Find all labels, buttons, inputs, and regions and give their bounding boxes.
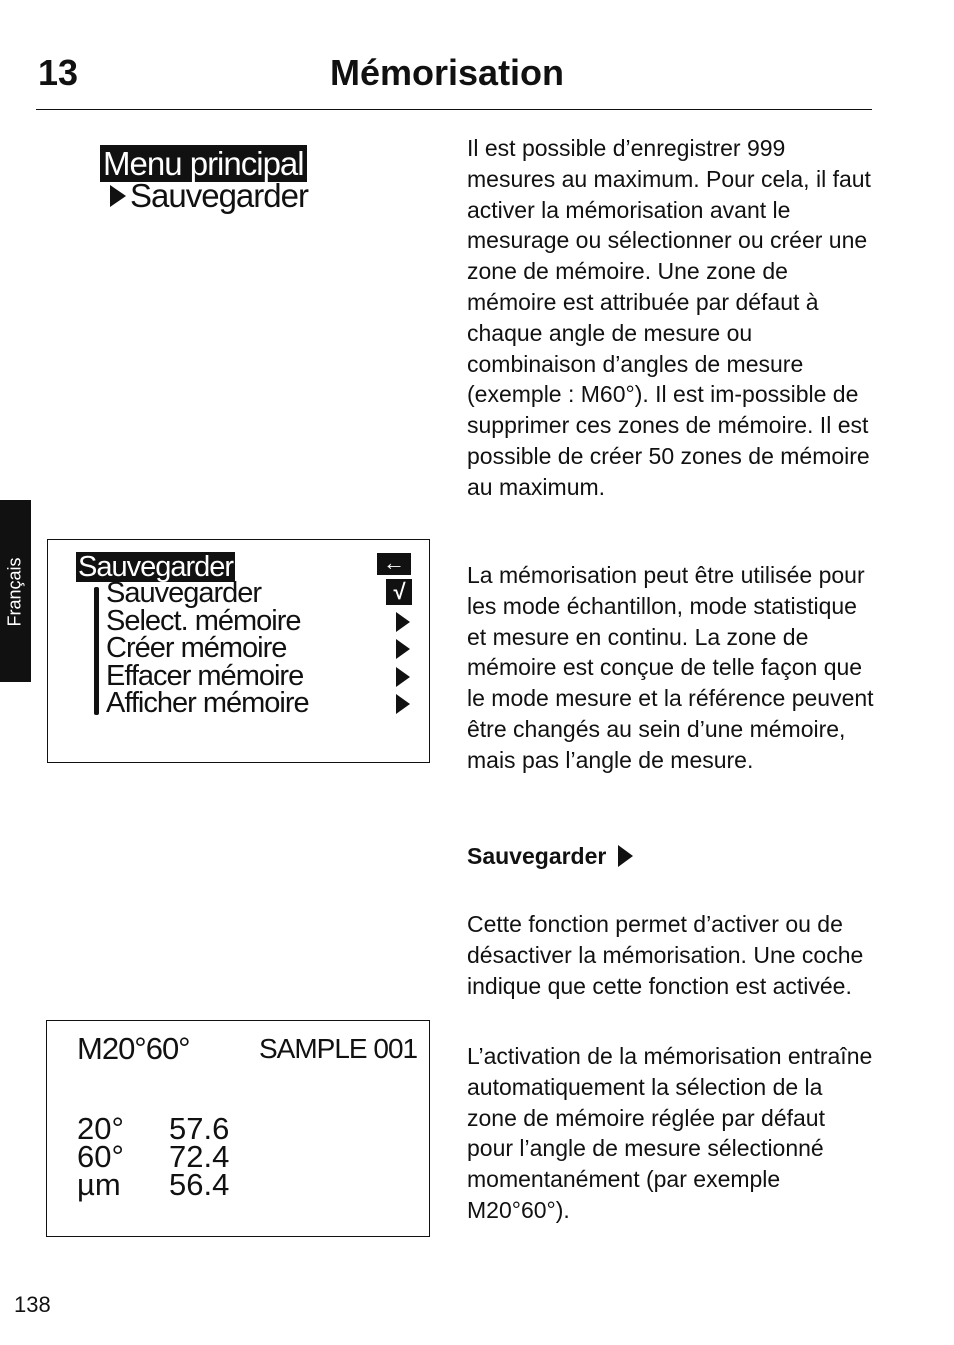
arrow-right-icon: [618, 845, 633, 867]
measurement-screen: [46, 1020, 430, 1237]
arrow-right-icon: [396, 612, 410, 632]
back-arrow-icon: ←: [377, 553, 411, 575]
chapter-number: 13: [38, 52, 79, 93]
save-menu-screen: [47, 539, 430, 763]
arrow-right-icon: [396, 639, 410, 659]
row-value: 56.4: [169, 1167, 230, 1202]
title-divider: [36, 109, 872, 110]
arrow-right-icon: [110, 185, 126, 207]
menu-item-label: Sauvegarder: [106, 577, 262, 609]
menu-item-select-memory: [106, 604, 416, 637]
row-value: 57.6: [169, 1111, 230, 1146]
arrow-right-icon: [396, 667, 410, 687]
menu-item-show-memory: [106, 687, 416, 719]
section-heading-save: [467, 841, 877, 872]
menu-item-save: [106, 577, 416, 609]
section-heading-text: Sauvegarder: [467, 843, 607, 869]
paragraph-intro: Il est possible d’enregistrer 999 mesures au maximum. Pour cela, il faut activer la mémorisation avant le mesurage ou sélectionner ou créer une zone de mémoire. Une zone de mémoire est attribuée par défaut à chaque angle de mesure ou combinaison d’angles de mesure (exemple : M60°). Il est im-possible de supprimer ces zones de mémoire. Il est possible de créer 50 zones de mémoire au maximum.: [467, 135, 871, 500]
row-label: 60°: [77, 1139, 124, 1174]
sample-label: SAMPLE 001: [259, 1033, 418, 1064]
row-value: 72.4: [169, 1139, 230, 1174]
menu-item-label: Select. mémoire: [106, 604, 301, 637]
menu-item-label: Afficher mémoire: [106, 687, 309, 719]
checkmark-icon: √: [386, 579, 412, 605]
save-menu-header: Sauvegarder: [78, 551, 234, 583]
language-tab-label: Français: [4, 557, 25, 627]
main-menu-label: Menu principal: [100, 145, 307, 182]
save-menu-label: Sauvegarder: [130, 177, 308, 214]
measurement-angle: M20°60°: [77, 1031, 190, 1066]
arrow-right-icon: [396, 694, 410, 714]
scroll-bar: [94, 587, 99, 715]
row-label: 20°: [77, 1111, 124, 1146]
paragraph-save-function: Cette fonction permet d’activer ou de désactiver la mémorisation. Une coche indique que cette fonction est activée.: [467, 911, 864, 999]
save-menu-list: [106, 577, 416, 719]
menu-item-create-memory: [106, 632, 416, 664]
page-number: 138: [14, 1292, 51, 1317]
row-label: µm: [77, 1167, 121, 1202]
menu-item-delete-memory: [106, 659, 416, 692]
paragraph-activation: L’activation de la mémorisation entraîne automatiquement la sélection de la zone de mémoire réglée par défaut pour l’angle de mesure sélectionné momentanément (par exemple M20°60°).: [467, 1043, 873, 1223]
menu-item-label: Créer mémoire: [106, 632, 287, 664]
menu-path-snippet: [100, 145, 308, 214]
chapter-title: Mémorisation: [330, 52, 565, 93]
paragraph-modes: La mémorisation peut être utilisée pour les mode échantillon, mode statistique et mesure en continu. La zone de mémoire est conçue de telle façon que le mode mesure et la référence peuvent être changés au sein d’une mémoire, mais pas l’angle de mesure.: [467, 562, 874, 773]
menu-item-label: Effacer mémoire: [106, 659, 304, 692]
